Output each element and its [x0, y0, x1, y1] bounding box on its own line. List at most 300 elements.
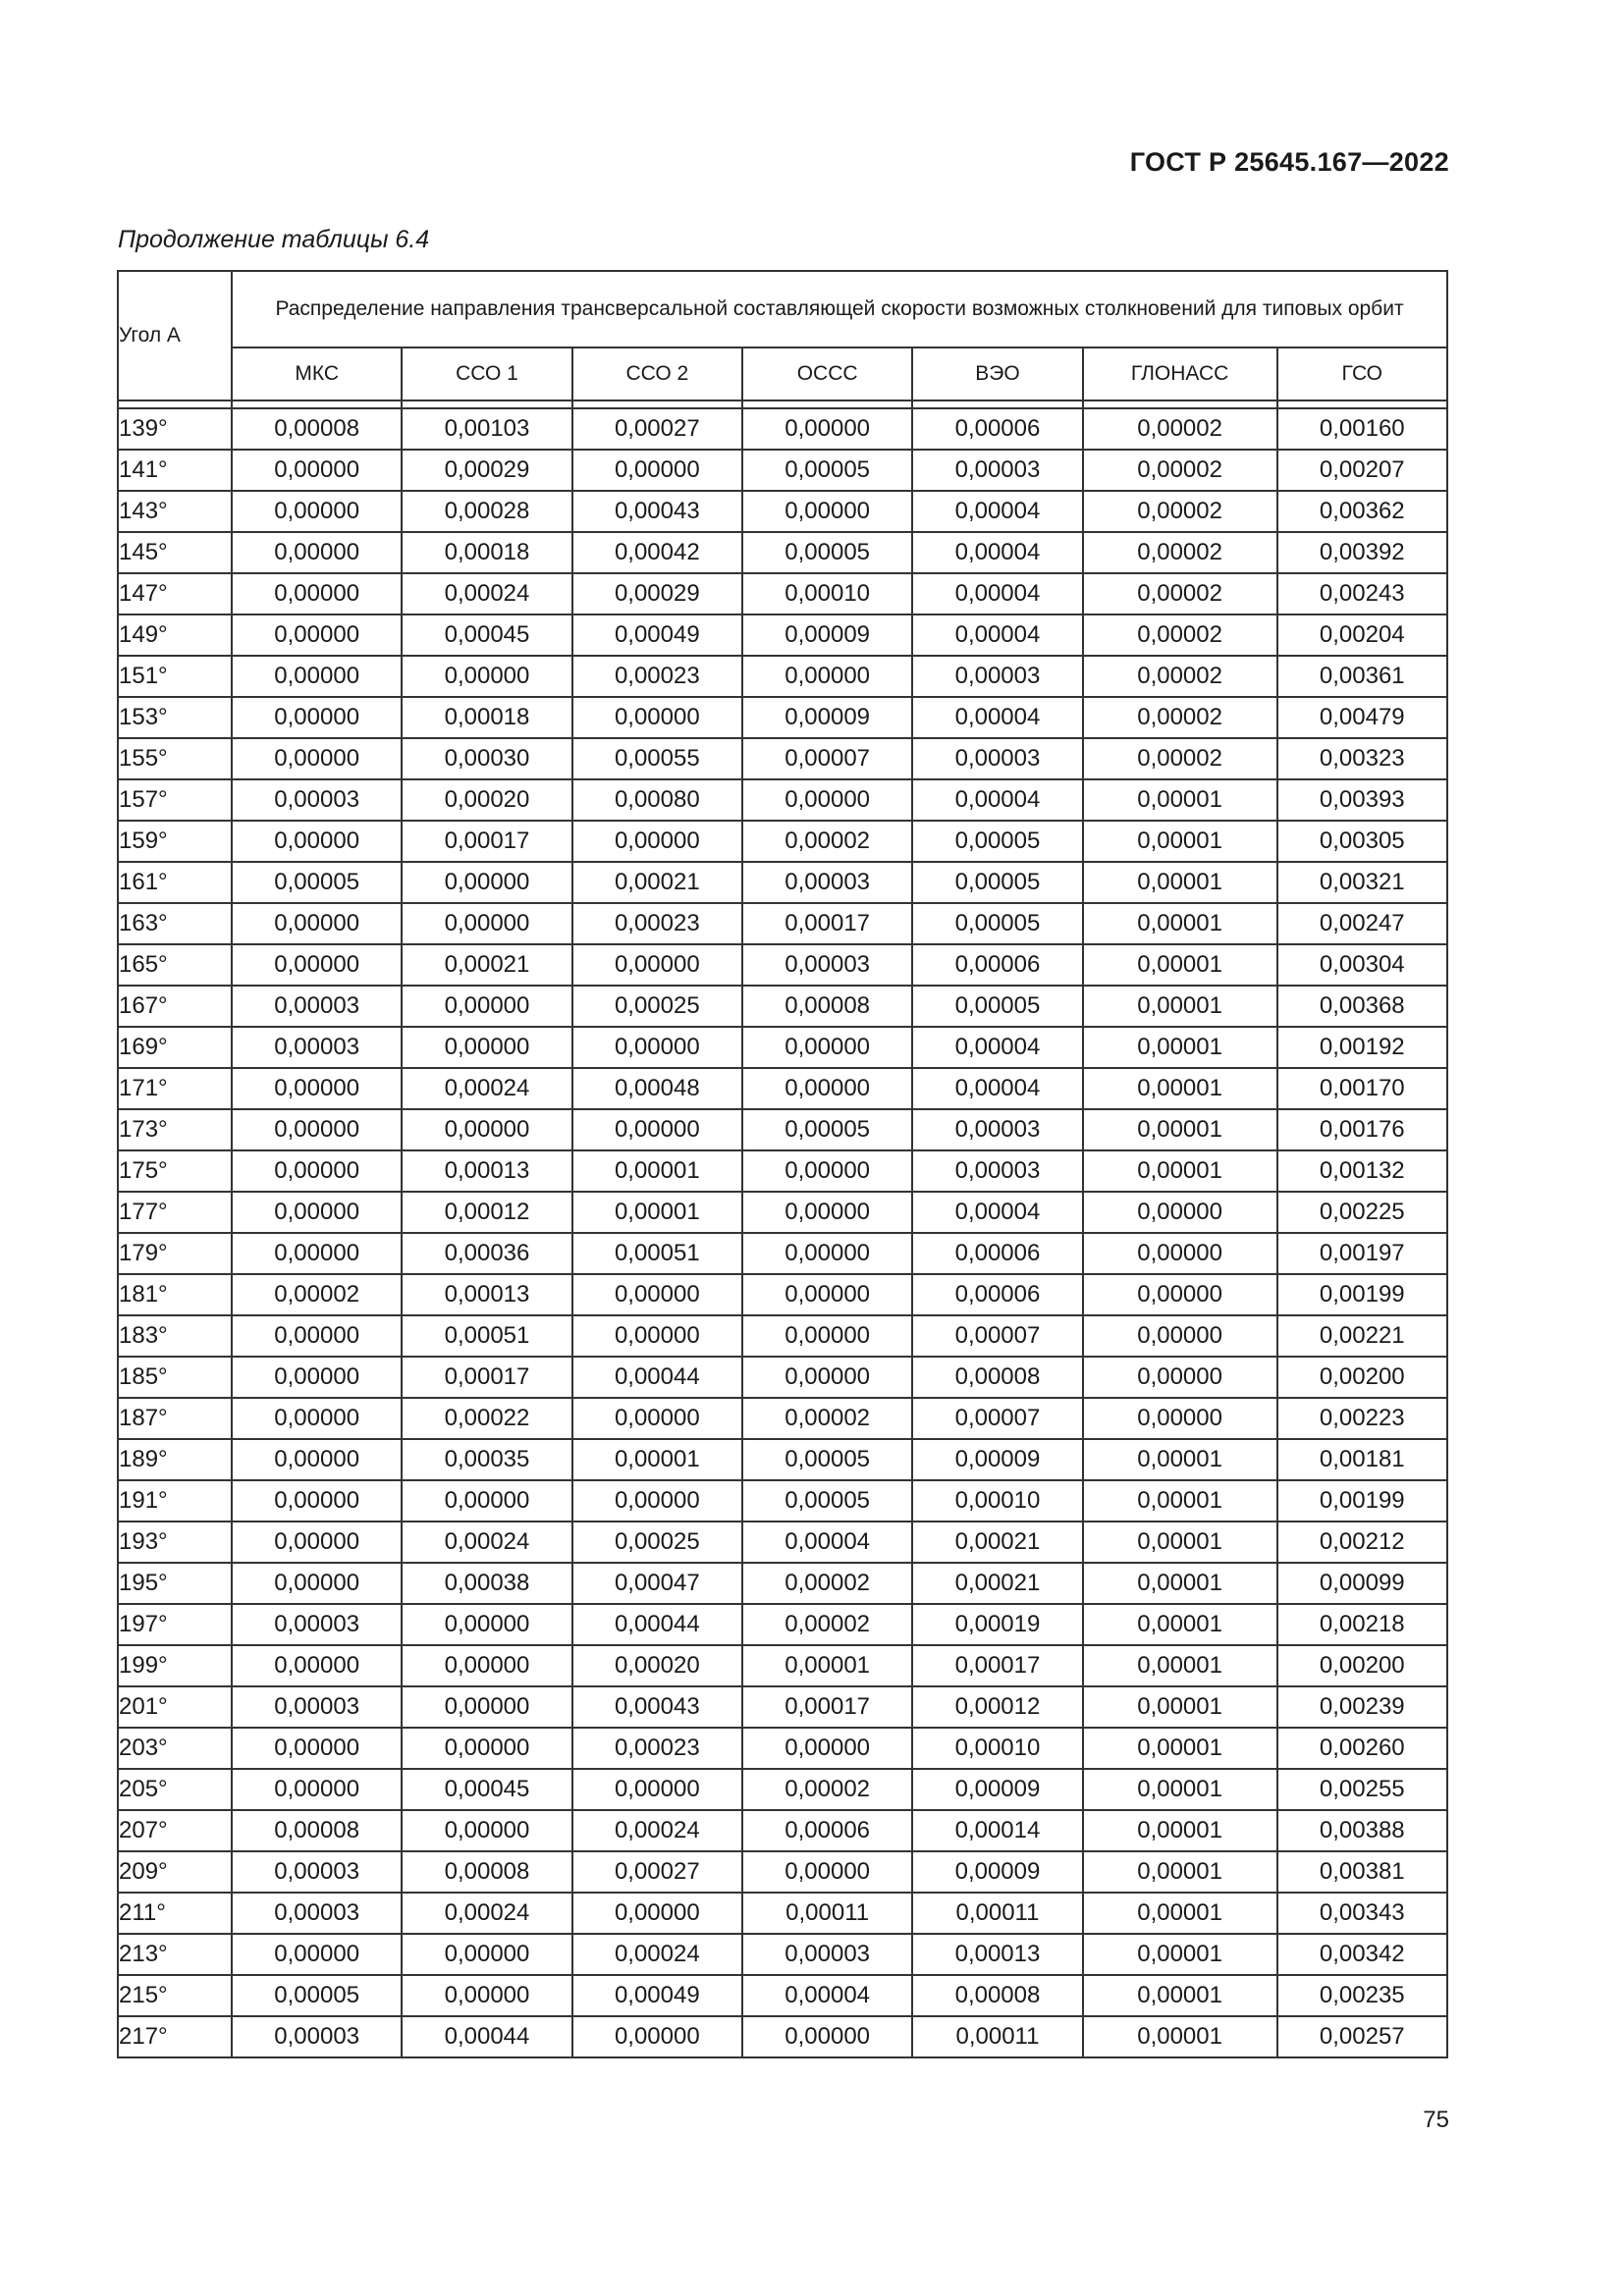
value-cell: 0,00000	[572, 697, 742, 738]
value-cell: 0,00207	[1277, 450, 1447, 491]
value-cell: 0,00235	[1277, 1975, 1447, 2016]
value-cell: 0,00024	[402, 573, 571, 614]
angle-cell: 179°	[118, 1233, 232, 1274]
angle-cell: 153°	[118, 697, 232, 738]
value-cell: 0,00257	[1277, 2016, 1447, 2057]
value-cell: 0,00001	[1083, 1728, 1277, 1769]
value-cell: 0,00000	[742, 408, 912, 450]
value-cell: 0,00000	[232, 1563, 402, 1604]
value-cell: 0,00001	[1083, 1563, 1277, 1604]
angle-cell: 161°	[118, 862, 232, 903]
value-cell: 0,00001	[1083, 1480, 1277, 1522]
value-cell: 0,00007	[912, 1315, 1082, 1357]
value-cell: 0,00004	[912, 1192, 1082, 1233]
page-number: 75	[1423, 2107, 1449, 2133]
value-cell: 0,00049	[572, 1975, 742, 2016]
angle-cell: 147°	[118, 573, 232, 614]
angle-column-header: Угол А	[118, 271, 232, 400]
angle-cell: 139°	[118, 408, 232, 450]
value-cell: 0,00002	[742, 1563, 912, 1604]
angle-cell: 143°	[118, 491, 232, 532]
value-cell: 0,00000	[742, 1233, 912, 1274]
value-cell: 0,00002	[1083, 656, 1277, 697]
table-row	[118, 1934, 1447, 1975]
value-cell: 0,00000	[402, 903, 571, 944]
angle-cell: 203°	[118, 1728, 232, 1769]
value-cell: 0,00000	[572, 821, 742, 862]
angle-cell: 201°	[118, 1686, 232, 1728]
value-cell: 0,00000	[232, 1728, 402, 1769]
angle-cell: 163°	[118, 903, 232, 944]
value-cell: 0,00221	[1277, 1315, 1447, 1357]
value-cell: 0,00001	[1083, 1975, 1277, 2016]
value-cell: 0,00000	[572, 1893, 742, 1934]
value-cell: 0,00001	[742, 1645, 912, 1686]
table-row	[118, 738, 1447, 779]
value-cell: 0,00000	[402, 1604, 571, 1645]
value-cell: 0,00012	[912, 1686, 1082, 1728]
value-cell: 0,00020	[402, 779, 571, 821]
value-cell: 0,00000	[232, 1315, 402, 1357]
value-cell: 0,00212	[1277, 1522, 1447, 1563]
header-spacer-row	[118, 400, 1447, 408]
value-cell: 0,00000	[232, 1769, 402, 1810]
spacer-cell	[402, 400, 571, 408]
value-cell: 0,00004	[912, 491, 1082, 532]
table-body	[118, 408, 1447, 2057]
value-cell: 0,00343	[1277, 1893, 1447, 1934]
spacer-cell	[912, 400, 1082, 408]
value-cell: 0,00027	[572, 1851, 742, 1893]
table-row	[118, 1769, 1447, 1810]
value-cell: 0,00000	[572, 1480, 742, 1522]
value-cell: 0,00000	[572, 944, 742, 986]
value-cell: 0,00239	[1277, 1686, 1447, 1728]
table-row	[118, 573, 1447, 614]
value-cell: 0,00006	[742, 1810, 912, 1851]
angle-cell: 191°	[118, 1480, 232, 1522]
spacer-cell	[572, 400, 742, 408]
value-cell: 0,00000	[742, 1192, 912, 1233]
table-row	[118, 1728, 1447, 1769]
table-row	[118, 1810, 1447, 1851]
value-cell: 0,00000	[232, 450, 402, 491]
value-cell: 0,00001	[1083, 903, 1277, 944]
value-cell: 0,00000	[742, 1728, 912, 1769]
value-cell: 0,00021	[572, 862, 742, 903]
table-row	[118, 821, 1447, 862]
value-cell: 0,00005	[742, 450, 912, 491]
value-cell: 0,00000	[742, 2016, 912, 2057]
value-cell: 0,00005	[742, 1480, 912, 1522]
value-cell: 0,00003	[742, 862, 912, 903]
value-cell: 0,00021	[912, 1563, 1082, 1604]
value-cell: 0,00000	[232, 1480, 402, 1522]
value-cell: 0,00255	[1277, 1769, 1447, 1810]
value-cell: 0,00017	[742, 903, 912, 944]
angle-cell: 205°	[118, 1769, 232, 1810]
table-row	[118, 1150, 1447, 1192]
angle-cell: 171°	[118, 1068, 232, 1109]
value-cell: 0,00000	[742, 1068, 912, 1109]
angle-cell: 165°	[118, 944, 232, 986]
angle-cell: 207°	[118, 1810, 232, 1851]
value-cell: 0,00000	[742, 779, 912, 821]
value-cell: 0,00005	[912, 862, 1082, 903]
column-header: ССО 2	[572, 347, 742, 400]
value-cell: 0,00003	[232, 1604, 402, 1645]
value-cell: 0,00000	[232, 1068, 402, 1109]
value-cell: 0,00223	[1277, 1398, 1447, 1439]
header-row-1	[118, 271, 1447, 347]
table-row	[118, 1439, 1447, 1480]
value-cell: 0,00000	[232, 738, 402, 779]
value-cell: 0,00005	[912, 986, 1082, 1027]
value-cell: 0,00013	[912, 1934, 1082, 1975]
table-row	[118, 1480, 1447, 1522]
value-cell: 0,00368	[1277, 986, 1447, 1027]
angle-cell: 187°	[118, 1398, 232, 1439]
value-cell: 0,00001	[1083, 1934, 1277, 1975]
value-cell: 0,00028	[402, 491, 571, 532]
column-header: МКС	[232, 347, 402, 400]
value-cell: 0,00006	[912, 1233, 1082, 1274]
value-cell: 0,00197	[1277, 1233, 1447, 1274]
value-cell: 0,00000	[232, 821, 402, 862]
spacer-cell	[118, 400, 232, 408]
value-cell: 0,00002	[1083, 614, 1277, 656]
value-cell: 0,00020	[572, 1645, 742, 1686]
angle-cell: 189°	[118, 1439, 232, 1480]
table-row	[118, 2016, 1447, 2057]
value-cell: 0,00000	[742, 1150, 912, 1192]
value-cell: 0,00003	[912, 738, 1082, 779]
value-cell: 0,00002	[742, 821, 912, 862]
value-cell: 0,00013	[402, 1150, 571, 1192]
value-cell: 0,00009	[742, 697, 912, 738]
value-cell: 0,00001	[1083, 1027, 1277, 1068]
value-cell: 0,00011	[912, 2016, 1082, 2057]
value-cell: 0,00000	[402, 1728, 571, 1769]
value-cell: 0,00080	[572, 779, 742, 821]
table-row	[118, 1274, 1447, 1315]
value-cell: 0,00000	[572, 1027, 742, 1068]
angle-cell: 213°	[118, 1934, 232, 1975]
value-cell: 0,00001	[1083, 1645, 1277, 1686]
value-cell: 0,00003	[912, 1150, 1082, 1192]
value-cell: 0,00002	[1083, 408, 1277, 450]
value-cell: 0,00009	[912, 1851, 1082, 1893]
value-cell: 0,00323	[1277, 738, 1447, 779]
spacer-cell	[232, 400, 402, 408]
value-cell: 0,00000	[572, 2016, 742, 2057]
value-cell: 0,00000	[742, 1851, 912, 1893]
value-cell: 0,00047	[572, 1563, 742, 1604]
value-cell: 0,00010	[912, 1480, 1082, 1522]
value-cell: 0,00000	[402, 986, 571, 1027]
value-cell: 0,00024	[572, 1934, 742, 1975]
value-cell: 0,00010	[912, 1728, 1082, 1769]
value-cell: 0,00000	[402, 1975, 571, 2016]
value-cell: 0,00035	[402, 1439, 571, 1480]
value-cell: 0,00021	[912, 1522, 1082, 1563]
value-cell: 0,00008	[402, 1851, 571, 1893]
value-cell: 0,00001	[572, 1439, 742, 1480]
value-cell: 0,00000	[232, 1398, 402, 1439]
value-cell: 0,00000	[742, 656, 912, 697]
value-cell: 0,00038	[402, 1563, 571, 1604]
value-cell: 0,00004	[912, 1027, 1082, 1068]
value-cell: 0,00393	[1277, 779, 1447, 821]
value-cell: 0,00004	[742, 1522, 912, 1563]
table-row	[118, 614, 1447, 656]
value-cell: 0,00019	[912, 1604, 1082, 1645]
value-cell: 0,00000	[1083, 1315, 1277, 1357]
value-cell: 0,00017	[402, 1357, 571, 1398]
value-cell: 0,00010	[742, 573, 912, 614]
value-cell: 0,00160	[1277, 408, 1447, 450]
angle-cell: 149°	[118, 614, 232, 656]
angle-cell: 193°	[118, 1522, 232, 1563]
value-cell: 0,00000	[232, 1439, 402, 1480]
value-cell: 0,00051	[572, 1233, 742, 1274]
table-row	[118, 1686, 1447, 1728]
value-cell: 0,00001	[1083, 1109, 1277, 1150]
value-cell: 0,00001	[1083, 821, 1277, 862]
value-cell: 0,00006	[912, 944, 1082, 986]
value-cell: 0,00000	[402, 1686, 571, 1728]
value-cell: 0,00004	[912, 532, 1082, 573]
value-cell: 0,00000	[572, 1315, 742, 1357]
value-cell: 0,00025	[572, 986, 742, 1027]
value-cell: 0,00002	[1083, 573, 1277, 614]
value-cell: 0,00005	[912, 903, 1082, 944]
angle-cell: 183°	[118, 1315, 232, 1357]
angle-cell: 177°	[118, 1192, 232, 1233]
table-row	[118, 862, 1447, 903]
value-cell: 0,00009	[742, 614, 912, 656]
value-cell: 0,00000	[232, 1233, 402, 1274]
value-cell: 0,00029	[402, 450, 571, 491]
spacer-cell	[742, 400, 912, 408]
value-cell: 0,00005	[742, 532, 912, 573]
value-cell: 0,00000	[1083, 1233, 1277, 1274]
value-cell: 0,00001	[1083, 1851, 1277, 1893]
value-cell: 0,00008	[232, 1810, 402, 1851]
value-cell: 0,00042	[572, 532, 742, 573]
value-cell: 0,00004	[742, 1975, 912, 2016]
angle-cell: 175°	[118, 1150, 232, 1192]
value-cell: 0,00018	[402, 532, 571, 573]
value-cell: 0,00000	[742, 1315, 912, 1357]
angle-cell: 169°	[118, 1027, 232, 1068]
value-cell: 0,00000	[232, 903, 402, 944]
value-cell: 0,00003	[232, 1686, 402, 1728]
angle-cell: 195°	[118, 1563, 232, 1604]
value-cell: 0,00004	[912, 697, 1082, 738]
value-cell: 0,00243	[1277, 573, 1447, 614]
table-row	[118, 532, 1447, 573]
value-cell: 0,00005	[232, 862, 402, 903]
value-cell: 0,00023	[572, 656, 742, 697]
value-cell: 0,00009	[912, 1769, 1082, 1810]
table-row	[118, 450, 1447, 491]
table-row	[118, 1233, 1447, 1274]
value-cell: 0,00000	[402, 1027, 571, 1068]
value-cell: 0,00012	[402, 1192, 571, 1233]
value-cell: 0,00479	[1277, 697, 1447, 738]
value-cell: 0,00023	[572, 1728, 742, 1769]
angle-cell: 157°	[118, 779, 232, 821]
value-cell: 0,00000	[232, 491, 402, 532]
value-cell: 0,00017	[402, 821, 571, 862]
table-row	[118, 1027, 1447, 1068]
value-cell: 0,00008	[912, 1975, 1082, 2016]
table-row	[118, 1068, 1447, 1109]
table-row	[118, 1398, 1447, 1439]
value-cell: 0,00036	[402, 1233, 571, 1274]
value-cell: 0,00000	[572, 450, 742, 491]
value-cell: 0,00000	[1083, 1274, 1277, 1315]
value-cell: 0,00199	[1277, 1274, 1447, 1315]
value-cell: 0,00004	[912, 573, 1082, 614]
value-cell: 0,00342	[1277, 1934, 1447, 1975]
value-cell: 0,00005	[912, 821, 1082, 862]
value-cell: 0,00027	[572, 408, 742, 450]
value-cell: 0,00007	[742, 738, 912, 779]
value-cell: 0,00008	[912, 1357, 1082, 1398]
value-cell: 0,00002	[232, 1274, 402, 1315]
value-cell: 0,00192	[1277, 1027, 1447, 1068]
value-cell: 0,00002	[1083, 450, 1277, 491]
angle-cell: 199°	[118, 1645, 232, 1686]
value-cell: 0,00099	[1277, 1563, 1447, 1604]
angle-cell: 185°	[118, 1357, 232, 1398]
angle-cell: 141°	[118, 450, 232, 491]
value-cell: 0,00017	[742, 1686, 912, 1728]
table-row	[118, 1851, 1447, 1893]
angle-cell: 181°	[118, 1274, 232, 1315]
table-row	[118, 944, 1447, 986]
value-cell: 0,00003	[232, 779, 402, 821]
value-cell: 0,00381	[1277, 1851, 1447, 1893]
value-cell: 0,00001	[1083, 986, 1277, 1027]
value-cell: 0,00000	[742, 1274, 912, 1315]
value-cell: 0,00000	[742, 491, 912, 532]
value-cell: 0,00000	[232, 656, 402, 697]
value-cell: 0,00388	[1277, 1810, 1447, 1851]
angle-cell: 215°	[118, 1975, 232, 2016]
table-row	[118, 491, 1447, 532]
value-cell: 0,00009	[912, 1439, 1082, 1480]
table-row	[118, 1604, 1447, 1645]
value-cell: 0,00003	[232, 2016, 402, 2057]
value-cell: 0,00001	[1083, 1769, 1277, 1810]
value-cell: 0,00006	[912, 1274, 1082, 1315]
value-cell: 0,00001	[1083, 862, 1277, 903]
table-row	[118, 697, 1447, 738]
value-cell: 0,00003	[232, 986, 402, 1027]
value-cell: 0,00030	[402, 738, 571, 779]
value-cell: 0,00000	[402, 1480, 571, 1522]
value-cell: 0,00001	[572, 1150, 742, 1192]
value-cell: 0,00000	[1083, 1357, 1277, 1398]
value-cell: 0,00011	[742, 1893, 912, 1934]
value-cell: 0,00000	[572, 1769, 742, 1810]
value-cell: 0,00000	[232, 1522, 402, 1563]
value-cell: 0,00176	[1277, 1109, 1447, 1150]
table-row	[118, 1109, 1447, 1150]
value-cell: 0,00044	[572, 1604, 742, 1645]
column-header: ГЛОНАСС	[1083, 347, 1277, 400]
value-cell: 0,00305	[1277, 821, 1447, 862]
value-cell: 0,00001	[1083, 1686, 1277, 1728]
value-cell: 0,00025	[572, 1522, 742, 1563]
value-cell: 0,00049	[572, 614, 742, 656]
value-cell: 0,00001	[1083, 1522, 1277, 1563]
value-cell: 0,00000	[402, 1934, 571, 1975]
table-row	[118, 656, 1447, 697]
value-cell: 0,00023	[572, 903, 742, 944]
value-cell: 0,00001	[1083, 1893, 1277, 1934]
value-cell: 0,00000	[232, 697, 402, 738]
value-cell: 0,00000	[232, 614, 402, 656]
angle-cell: 217°	[118, 2016, 232, 2057]
value-cell: 0,00051	[402, 1315, 571, 1357]
value-cell: 0,00000	[402, 656, 571, 697]
value-cell: 0,00022	[402, 1398, 571, 1439]
table-row	[118, 779, 1447, 821]
value-cell: 0,00000	[402, 862, 571, 903]
value-cell: 0,00247	[1277, 903, 1447, 944]
value-cell: 0,00002	[1083, 738, 1277, 779]
value-cell: 0,00000	[742, 1357, 912, 1398]
value-cell: 0,00181	[1277, 1439, 1447, 1480]
table-row	[118, 1975, 1447, 2016]
value-cell: 0,00000	[232, 1192, 402, 1233]
angle-cell: 155°	[118, 738, 232, 779]
value-cell: 0,00002	[1083, 532, 1277, 573]
value-cell: 0,00000	[402, 1109, 571, 1150]
table-row	[118, 1645, 1447, 1686]
value-cell: 0,00362	[1277, 491, 1447, 532]
value-cell: 0,00199	[1277, 1480, 1447, 1522]
value-cell: 0,00005	[742, 1109, 912, 1150]
value-cell: 0,00029	[572, 573, 742, 614]
value-cell: 0,00044	[402, 2016, 571, 2057]
value-cell: 0,00000	[1083, 1398, 1277, 1439]
value-cell: 0,00000	[232, 1934, 402, 1975]
value-cell: 0,00001	[1083, 1150, 1277, 1192]
value-cell: 0,00000	[572, 1398, 742, 1439]
value-cell: 0,00003	[912, 656, 1082, 697]
column-header: ВЭО	[912, 347, 1082, 400]
angle-cell: 151°	[118, 656, 232, 697]
value-cell: 0,00013	[402, 1274, 571, 1315]
value-cell: 0,00005	[232, 1975, 402, 2016]
angle-cell: 197°	[118, 1604, 232, 1645]
value-cell: 0,00008	[232, 408, 402, 450]
group-header: Распределение направления трансверсальной составляющей скорости возможных столкновений для типовых орбит	[232, 271, 1447, 347]
table-row	[118, 1315, 1447, 1357]
value-cell: 0,00000	[232, 1109, 402, 1150]
column-header: ССО 1	[402, 347, 571, 400]
value-cell: 0,00361	[1277, 656, 1447, 697]
header-row-2	[118, 347, 1447, 400]
angle-cell: 145°	[118, 532, 232, 573]
value-cell: 0,00021	[402, 944, 571, 986]
value-cell: 0,00004	[912, 1068, 1082, 1109]
